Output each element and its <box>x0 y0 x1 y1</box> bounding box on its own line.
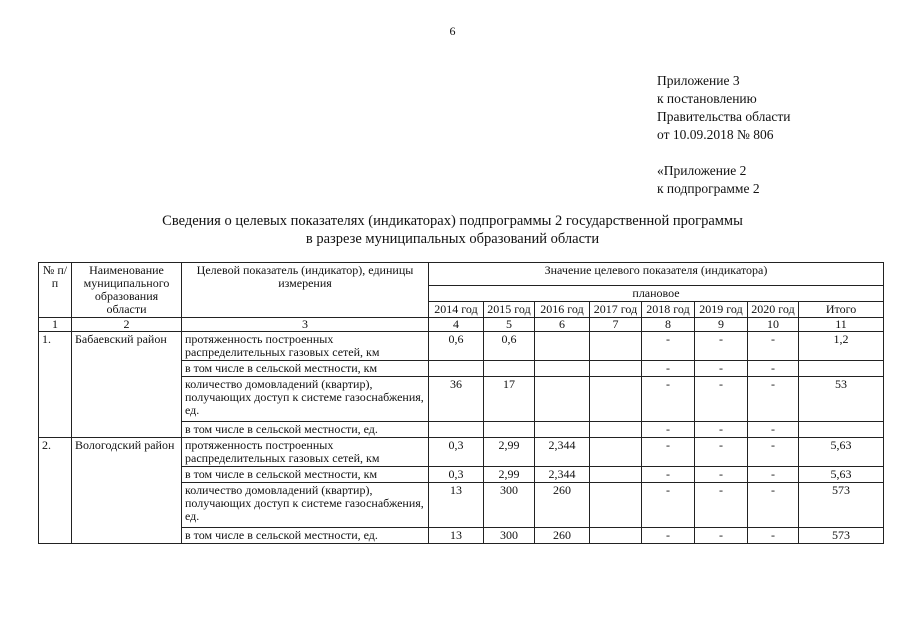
appendix-line: «Приложение 2 <box>657 163 747 178</box>
total-cell: 53 <box>799 377 884 422</box>
value-cell: - <box>748 422 799 438</box>
header-year: 2017 год <box>590 302 642 318</box>
row-number: 2. <box>39 438 72 544</box>
value-cell <box>429 422 484 438</box>
indicator-name: количество домовладений (квартир), получающих доступ к системе газоснабжения, ед. <box>182 483 429 528</box>
value-cell: - <box>642 467 695 483</box>
total-cell: 1,2 <box>799 332 884 361</box>
total-cell: 573 <box>799 528 884 544</box>
value-cell: - <box>695 422 748 438</box>
header-total: Итого <box>799 302 884 318</box>
indicator-name: в том числе в сельской местности, км <box>182 361 429 377</box>
value-cell: 2,99 <box>484 438 535 467</box>
value-cell <box>590 361 642 377</box>
value-cell: - <box>748 361 799 377</box>
value-cell: 300 <box>484 483 535 528</box>
appendix-line: к подпрограмме 2 <box>657 181 760 196</box>
value-cell <box>590 422 642 438</box>
value-cell <box>590 528 642 544</box>
value-cell: 0,3 <box>429 438 484 467</box>
value-cell: - <box>695 467 748 483</box>
header-planned: плановое <box>429 286 884 302</box>
municipality-name: Вологодский район <box>72 438 182 544</box>
value-cell: 2,344 <box>535 467 590 483</box>
value-cell: - <box>642 332 695 361</box>
header-municipality: Наименование муниципального образования области <box>72 263 182 318</box>
value-cell <box>535 332 590 361</box>
column-number: 4 <box>429 318 484 332</box>
value-cell <box>535 361 590 377</box>
document-title <box>0 212 905 248</box>
value-cell: - <box>695 332 748 361</box>
value-cell: 13 <box>429 528 484 544</box>
value-cell <box>590 467 642 483</box>
value-cell: - <box>695 361 748 377</box>
value-cell: 0,6 <box>429 332 484 361</box>
column-number: 9 <box>695 318 748 332</box>
spacer <box>657 144 790 162</box>
header-value-group: Значение целевого показателя (индикатора) <box>429 263 884 286</box>
value-cell: 36 <box>429 377 484 422</box>
column-number: 5 <box>484 318 535 332</box>
column-number: 8 <box>642 318 695 332</box>
page-number: 6 <box>449 24 456 38</box>
total-cell <box>799 422 884 438</box>
table-row <box>39 438 884 467</box>
value-cell: - <box>642 438 695 467</box>
value-cell: - <box>748 332 799 361</box>
column-number: 3 <box>182 318 429 332</box>
header-year: 2015 год <box>484 302 535 318</box>
title-line: Сведения о целевых показателях (индикаторах) подпрограммы 2 государственной программы <box>162 213 743 229</box>
value-cell: 0,6 <box>484 332 535 361</box>
value-cell: - <box>748 483 799 528</box>
column-number-row <box>39 318 884 332</box>
value-cell: 2,344 <box>535 438 590 467</box>
value-cell: - <box>695 438 748 467</box>
appendix-header <box>657 72 790 198</box>
value-cell: 2,99 <box>484 467 535 483</box>
value-cell: - <box>748 528 799 544</box>
indicators-table <box>38 262 884 544</box>
value-cell: - <box>642 483 695 528</box>
column-number: 2 <box>72 318 182 332</box>
header-year: 2016 год <box>535 302 590 318</box>
total-cell: 5,63 <box>799 467 884 483</box>
appendix-line: Приложение 3 <box>657 73 740 88</box>
value-cell <box>590 438 642 467</box>
value-cell: 13 <box>429 483 484 528</box>
column-number: 10 <box>748 318 799 332</box>
column-number: 11 <box>799 318 884 332</box>
value-cell: - <box>642 422 695 438</box>
column-number: 7 <box>590 318 642 332</box>
value-cell: 260 <box>535 483 590 528</box>
value-cell: - <box>695 528 748 544</box>
value-cell: - <box>695 377 748 422</box>
indicator-name: в том числе в сельской местности, ед. <box>182 422 429 438</box>
value-cell <box>429 361 484 377</box>
indicator-name: количество домовладений (квартир), получающих доступ к системе газоснабжения, ед. <box>182 377 429 422</box>
value-cell: - <box>642 528 695 544</box>
value-cell <box>535 422 590 438</box>
header-year: 2020 год <box>748 302 799 318</box>
row-number: 1. <box>39 332 72 438</box>
value-cell <box>535 377 590 422</box>
value-cell: 17 <box>484 377 535 422</box>
value-cell <box>484 361 535 377</box>
header-num: № п/п <box>39 263 72 318</box>
header-year: 2014 год <box>429 302 484 318</box>
column-number: 1 <box>39 318 72 332</box>
total-cell: 573 <box>799 483 884 528</box>
header-year: 2018 год <box>642 302 695 318</box>
indicator-name: протяженность построенных распределительных газовых сетей, км <box>182 332 429 361</box>
value-cell: - <box>642 377 695 422</box>
value-cell: - <box>748 377 799 422</box>
appendix-line: от 10.09.2018 № 806 <box>657 127 774 142</box>
value-cell: 260 <box>535 528 590 544</box>
indicator-name: в том числе в сельской местности, ед. <box>182 528 429 544</box>
header-year: 2019 год <box>695 302 748 318</box>
value-cell: - <box>695 483 748 528</box>
total-cell <box>799 361 884 377</box>
appendix-line: Правительства области <box>657 109 791 124</box>
value-cell: - <box>642 361 695 377</box>
value-cell: - <box>748 438 799 467</box>
indicator-name: протяженность построенных распределительных газовых сетей, км <box>182 438 429 467</box>
value-cell: 300 <box>484 528 535 544</box>
title-line: в разрезе муниципальных образований области <box>305 231 600 247</box>
municipality-name: Бабаевский район <box>72 332 182 438</box>
value-cell <box>590 483 642 528</box>
header-indicator: Целевой показатель (индикатор), единицы измерения <box>182 263 429 318</box>
value-cell <box>590 332 642 361</box>
value-cell: 0,3 <box>429 467 484 483</box>
table-row <box>39 332 884 361</box>
value-cell <box>484 422 535 438</box>
total-cell: 5,63 <box>799 438 884 467</box>
column-number: 6 <box>535 318 590 332</box>
indicator-name: в том числе в сельской местности, км <box>182 467 429 483</box>
appendix-line: к постановлению <box>657 91 757 106</box>
value-cell <box>590 377 642 422</box>
value-cell: - <box>748 467 799 483</box>
